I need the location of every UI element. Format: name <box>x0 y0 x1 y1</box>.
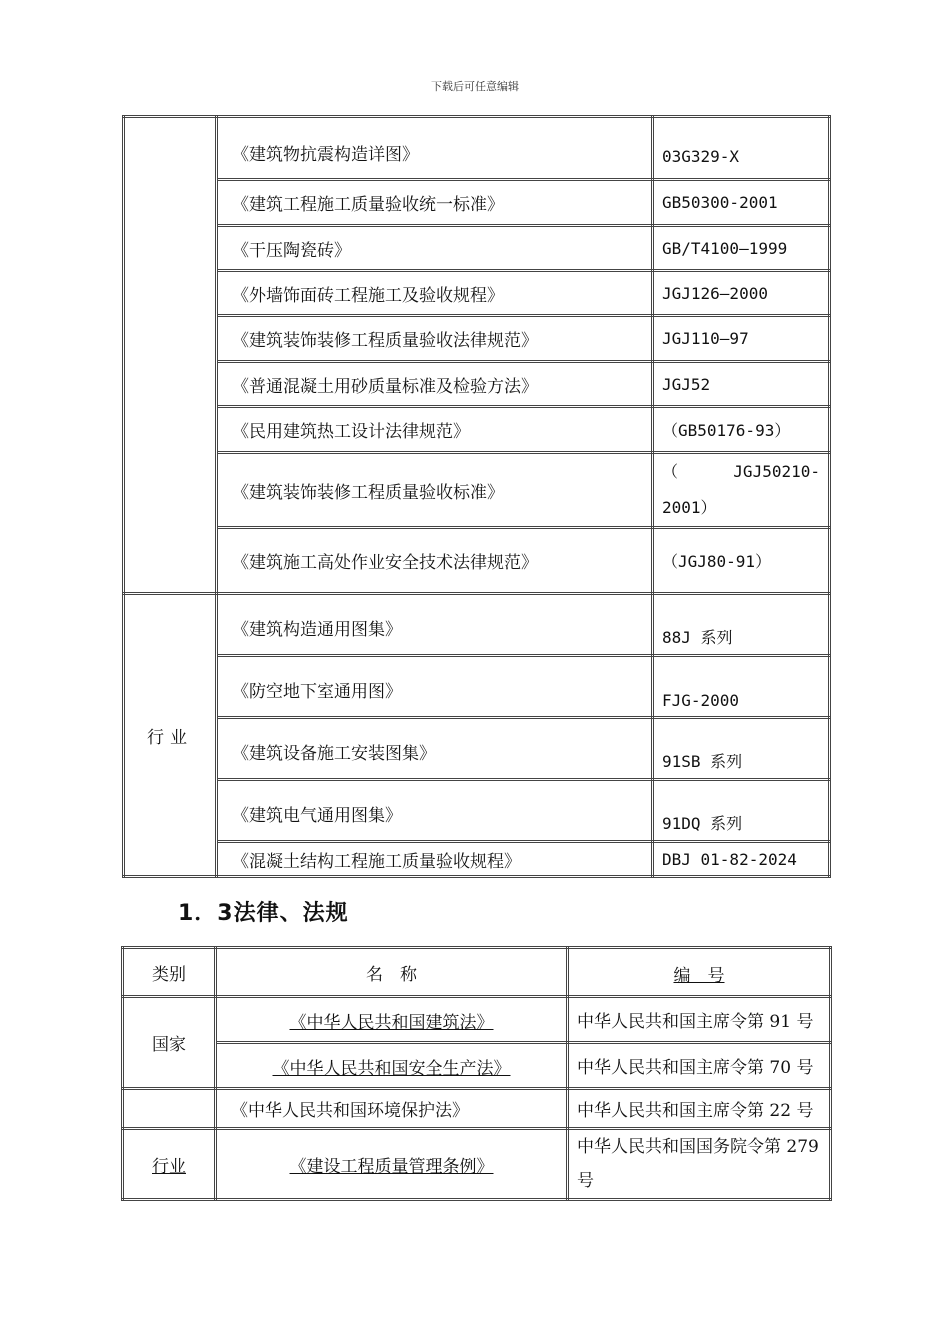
section-title: 1．3法律、法规 <box>178 901 349 926</box>
standard-name: 《建筑设备施工安装图集》 <box>217 718 653 780</box>
code-part: 2001） <box>662 498 717 517</box>
standard-name: 《干压陶瓷砖》 <box>217 226 653 271</box>
code-part: （ <box>662 462 679 481</box>
standard-name: 《建筑物抗震构造详图》 <box>217 117 653 180</box>
standard-code: 88J 系列 <box>653 594 830 656</box>
standard-code: JGJ110—97 <box>653 316 830 362</box>
law-name <box>216 997 568 1043</box>
law-name <box>216 1043 568 1089</box>
law-name-text: 《中华人民共和国建筑法》 <box>289 1013 494 1033</box>
standard-code: GB50300-2001 <box>653 180 830 226</box>
header-category: 类别 <box>123 948 216 997</box>
category-industry: 行业 <box>124 594 217 877</box>
standard-code: FJG-2000 <box>653 656 830 718</box>
laws-table <box>121 946 832 1201</box>
standard-name: 《建筑施工高处作业安全技术法律规范》 <box>217 528 653 594</box>
standard-code: （GB50176-93） <box>653 407 830 453</box>
standard-code: 91DQ 系列 <box>653 780 830 842</box>
law-name <box>216 1129 568 1200</box>
standard-code: 03G329-X <box>653 117 830 180</box>
category-national: 国家 <box>123 997 216 1089</box>
category-industry-text: 行业 <box>152 1156 186 1177</box>
standard-name: 《建筑电气通用图集》 <box>217 780 653 842</box>
law-name: 《中华人民共和国环境保护法》 <box>216 1089 568 1129</box>
standard-code: JGJ52 <box>653 362 830 407</box>
standard-name: 《建筑装饰装修工程质量验收法律规范》 <box>217 316 653 362</box>
standard-name: 《建筑装饰装修工程质量验收标准》 <box>217 453 653 528</box>
page-header: 下载后可任意编辑 <box>431 80 519 93</box>
category-cell-empty <box>124 117 217 594</box>
standard-name: 《民用建筑热工设计法律规范》 <box>217 407 653 453</box>
law-number: 中华人民共和国主席令第 91 号 <box>568 997 831 1043</box>
standard-name: 《普通混凝土用砂质量标准及检验方法》 <box>217 362 653 407</box>
law-number: 中华人民共和国国务院令第 279 号 <box>568 1129 831 1200</box>
standard-name: 《防空地下室通用图》 <box>217 656 653 718</box>
law-number: 中华人民共和国主席令第 22 号 <box>568 1089 831 1129</box>
standard-code <box>653 453 830 528</box>
header-name: 名 称 <box>216 948 568 997</box>
standard-code: 91SB 系列 <box>653 718 830 780</box>
standard-name: 《建筑工程施工质量验收统一标准》 <box>217 180 653 226</box>
standard-code: DBJ 01-82-2024 <box>653 842 830 877</box>
category-industry <box>123 1129 216 1200</box>
law-number: 中华人民共和国主席令第 70 号 <box>568 1043 831 1089</box>
standards-table <box>122 115 831 878</box>
law-name-text: 《建设工程质量管理条例》 <box>289 1156 494 1177</box>
standard-code: GB/T4100—1999 <box>653 226 830 271</box>
standard-code: （JGJ80-91） <box>653 528 830 594</box>
code-part: JGJ50210- <box>733 462 820 481</box>
header-number: 编 号 <box>568 948 831 997</box>
law-name-text: 《中华人民共和国安全生产法》 <box>272 1059 511 1079</box>
category-empty <box>123 1089 216 1129</box>
standard-name: 《建筑构造通用图集》 <box>217 594 653 656</box>
standard-name: 《外墙饰面砖工程施工及验收规程》 <box>217 271 653 316</box>
standard-code: JGJ126—2000 <box>653 271 830 316</box>
standard-name: 《混凝土结构工程施工质量验收规程》 <box>217 842 653 877</box>
